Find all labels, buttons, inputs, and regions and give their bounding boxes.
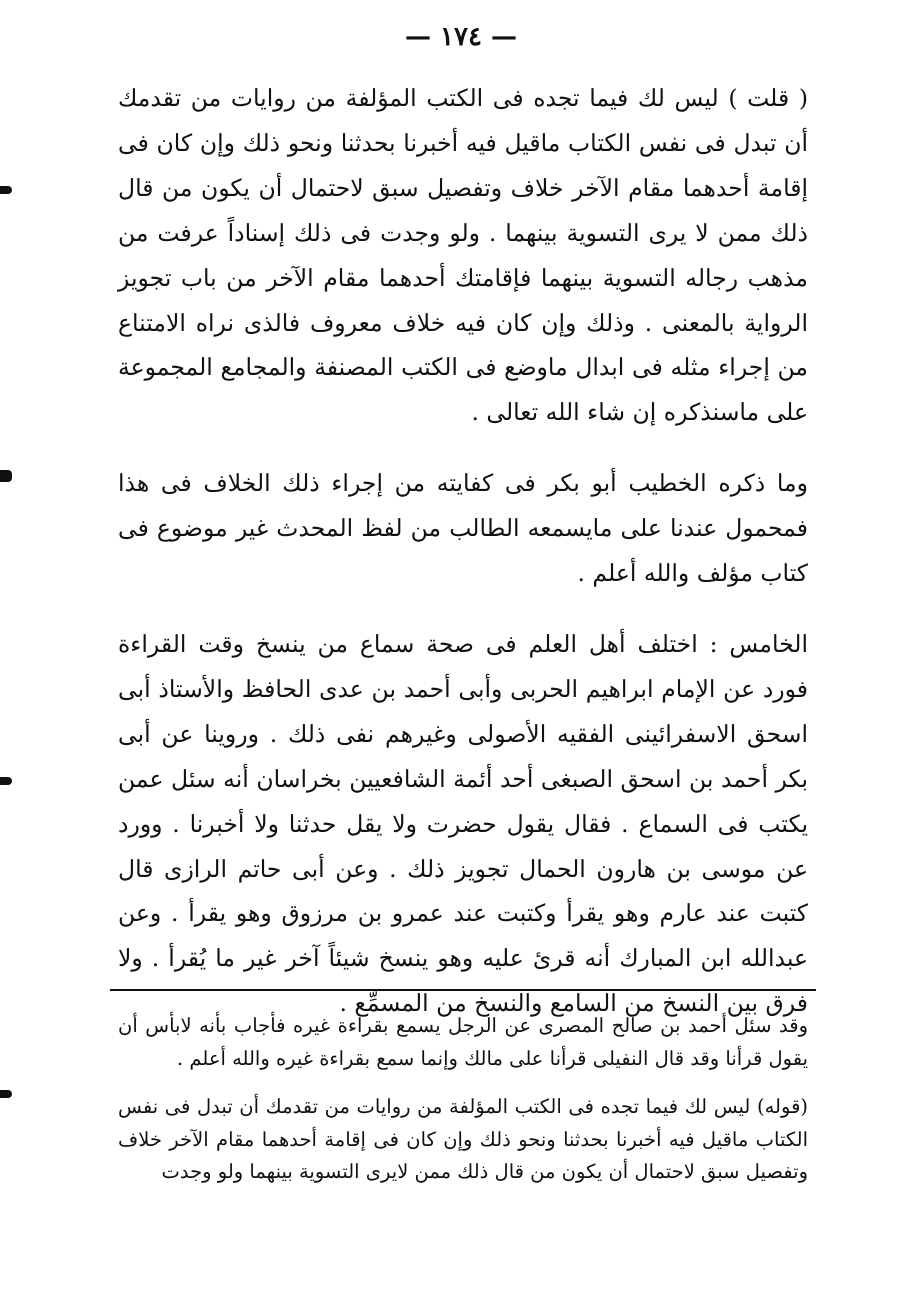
page-number: — ١٧٤ —: [404, 22, 518, 52]
margin-mark: [0, 470, 12, 482]
paragraph-khamis: الخامس : اختلف أهل العلم فى صحة سماع من ينسخ وقت القراءة فورد عن الإمام ابراهيم الحربى وأبى أحمد بن عدى الحافظ والأستاذ أبى اسحق الاسفرائينى الفقيه الأصولى وغيرهم نفى ذلك . وروينا عن أبى بكر أحمد بن اسحق الصبغى أحد أئمة الشافعيين بخراسان أنه سئل عمن يكتب فى السماع . فقال يقول حضرت ولا يقل حدثنا ولا أخبرنا . وورد عن موسى بن هارون الحمال تجويز ذلك . وعن أبى حاتم الرازى قال كتبت عند عارم وهو يقرأ وكتبت عند عمرو بن مرزوق وهو يقرأ . وعن عبدالله ابن المبارك أنه قرئ عليه وهو ينسخ شيئاً آخر غير ما يُقرأ . ولا فرق بين النسخ من السامع والنسخ من المسمِّع .: [118, 629, 808, 1018]
footnotes: [118, 1010, 808, 1189]
margin-mark: [0, 186, 12, 194]
footnote-paragraph: (قوله) ليس لك فيما تجده فى الكتب المؤلفة من روايات من تقدمك أن تبدل فى نفس الكتاب ماقيل فيه أخبرنا بحدثنا ونحو ذلك وإن كان فى إقامة أحدهما مقام الآخر خلاف وتفصيل سبق لاحتمال أن يكون من قال ذلك ممن لايرى التسوية بينهما ولو وجدت: [118, 1095, 808, 1183]
paragraph-qult: ( قلت ) ليس لك فيما تجده فى الكتب المؤلفة من روايات من تقدمك أن تبدل فى نفس الكتاب ماقيل فيه أخبرنا بحدثنا ونحو ذلك وإن كان فى إقامة أحدهما مقام الآخر خلاف وتفصيل سبق لاحتمال أن يكون من قال ذلك ممن لا يرى التسوية بينهما . ولو وجدت فى ذلك إسناداً عرفت من مذهب رجاله التسوية بينهما فإقامتك أحدهما مقام الآخر من باب تجويز الرواية بالمعنى . وذلك وإن كان فيه خلاف معروف فالذى نراه الامتناع من إجراء مثله فى ابدال ماوضع فى الكتب المصنفة والمجامع المجموعة على ماسنذكره إن شاء الله تعالى .: [118, 84, 808, 427]
footnote-divider: [110, 989, 816, 991]
footnote-paragraph: وقد سئل أحمد بن صالح المصرى عن الرجل يسمع بقراءة غيره فأجاب بأنه لابأس أن يقول قرأنا وقد قال النفيلى قرأنا على مالك وإنما سمع بقراءة غيره والله أعلم .: [118, 1014, 808, 1070]
paragraph-khatib: وما ذكره الخطيب أبو بكر فى كفايته من إجراء ذلك الخلاف فى هذا فمحمول عندنا على مايسمعه الطالب من لفظ المحدث غير موضوع فى كتاب مؤلف والله أعلم .: [118, 469, 808, 588]
margin-mark: [0, 777, 12, 785]
main-text: [118, 76, 808, 1026]
margin-mark: [0, 1090, 12, 1098]
